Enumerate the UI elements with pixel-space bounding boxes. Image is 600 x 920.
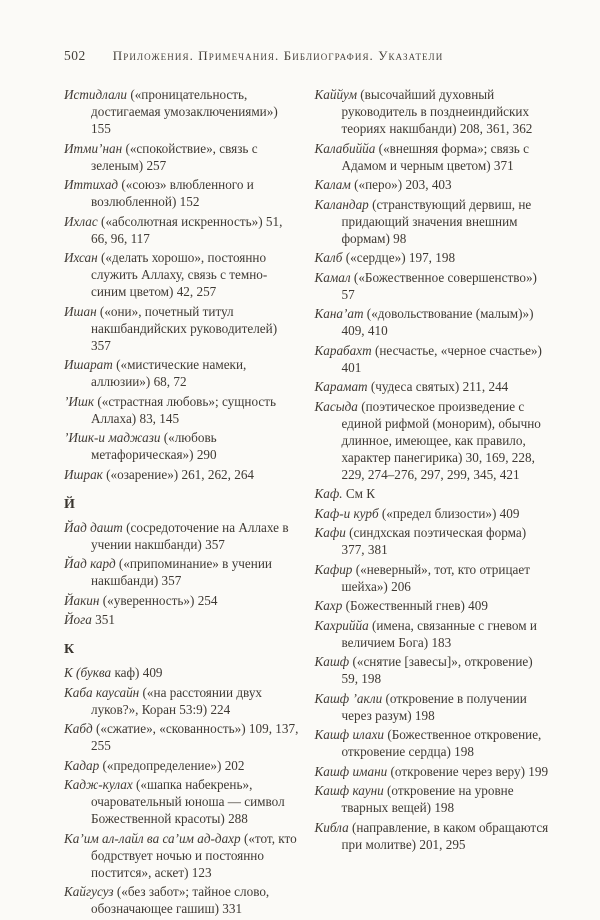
index-entry: Кашф кауни (откровение на уровне тварных вещей) 198 — [314, 783, 514, 815]
index-entry: Кашф («снятие [завесы]», откровение) 59, 198 — [314, 654, 533, 686]
index-entry: Кабд («сжатие», «скованность») 109, 137, 255 — [64, 721, 299, 753]
entry-term: Кашф — [314, 654, 350, 669]
entry-term: Касыда — [314, 398, 358, 414]
index-entry: Кахриййа (имена, связанные с гневом и величием Бога) 183 — [314, 617, 537, 650]
entry-term: Камал — [314, 269, 351, 285]
entry-term: Ишарат — [64, 357, 113, 372]
entry-term: Йакин — [64, 592, 100, 608]
entry-term: Каф-и курб — [314, 505, 379, 521]
entry-term: Йад дашт — [64, 519, 123, 535]
index-entry: К (буква каф) 409 — [64, 665, 163, 680]
index-columns — [64, 86, 550, 920]
entry-term: Истидлали — [64, 87, 128, 102]
index-entry: Касыда (поэтическое произведение с единой рифмой (монорим), обычно длинное, имеющее, как правило, характер панегирика) 30, 169, 228, 229, 274–276, 297, 299, 345, 421 — [314, 398, 541, 482]
entry-term: Ка’им ал-лайл ва са’им ад-дахр — [64, 830, 241, 846]
index-entry: Каба каусайн («на расстоянии двух луков?», Коран 53:9) 224 — [64, 684, 263, 717]
entry-term: ’Ишк-и маджази — [64, 430, 161, 445]
entry-term: Кана’ат — [314, 306, 364, 321]
page-number: 502 — [64, 48, 86, 63]
index-section-letter: Й — [64, 496, 75, 512]
entry-term: Кахр — [314, 598, 343, 613]
index-entry: Ишарат («мистические намеки, аллюзии») 68, 72 — [64, 357, 247, 389]
index-entry: Каф-и курб («предел близости») 409 — [314, 505, 520, 521]
index-entry: Йад дашт (сосредоточение на Аллахе в учении накшбанди) 357 — [64, 519, 289, 552]
entry-term: Кибла — [314, 819, 349, 835]
index-entry: Истидлали («проницательность, достигаемая умозаключениями») 155 — [64, 87, 278, 136]
index-entry: Кана’ат («довольствование (малым)») 409, 410 — [314, 306, 534, 338]
index-entry: Каландар (странствующий дервиш, не придающий значения внешним формам) 98 — [314, 196, 532, 246]
entry-term: Каййум — [314, 87, 357, 102]
index-entry: Каф. См К — [314, 486, 376, 501]
entry-term: Ихлас — [64, 213, 98, 229]
index-entry: Кафир («неверный», тот, кто отрицает шейха») 206 — [314, 561, 530, 594]
entry-term: Калабиййа — [314, 140, 376, 156]
entry-term: Кахриййа — [314, 617, 369, 633]
index-section-letter: К — [64, 642, 75, 657]
entry-term: Карамат — [314, 379, 368, 394]
index-entry: Кибла (направление, в каком обращаются при молитве) 201, 295 — [314, 819, 549, 852]
entry-term: Итми’нан — [64, 140, 123, 156]
index-entry: Йад кард («припоминание» в учении накшбанди) 357 — [64, 556, 272, 588]
index-entry: Ка’им ал-лайл ва са’им ад-дахр («тот, кто бодрствует ночью и постоянно постится», аскет) 123 — [64, 830, 297, 880]
index-entry: Йога 351 — [64, 612, 115, 627]
index-entry: Кадж-кулах («шапка набекрень», очаровательный юноша — символ Божественной красоты) 288 — [64, 777, 285, 826]
entry-term: Карабахт — [314, 342, 372, 358]
index-entry: Каййум (высочайший духовный руководитель в позднеиндийских теориях накшбанди) 208, 361, 362 — [314, 87, 533, 136]
entry-term: Иттихад — [64, 177, 119, 192]
entry-term: Ихсан — [64, 250, 98, 265]
index-entry: Кашф имани (откровение через веру) 199 — [314, 763, 549, 779]
entry-term: Ишрак — [64, 466, 103, 482]
index-entry: Калам («перо») 203, 403 — [314, 177, 452, 192]
index-entry: Камал («Божественное совершенство») 57 — [314, 269, 537, 302]
entry-term: Кафир — [314, 561, 353, 577]
index-entry: Ишрак («озарение») 261, 262, 264 — [64, 466, 255, 482]
index-entry: Ишан («они», почетный титул накшбандийских руководителей) 357 — [64, 303, 278, 353]
index-entry: Ихсан («делать хорошо», постоянно служить Аллаху, связь с темно-синим цветом) 42, 257 — [64, 250, 268, 299]
entry-term: Кадар — [64, 757, 100, 773]
index-entry: Калб («сердце») 197, 198 — [314, 250, 456, 265]
index-entry: Кашф ’акли (откровение в получении через разум) 198 — [314, 690, 527, 723]
entry-term: Кашф имани — [314, 763, 388, 779]
index-entry: Кадар («предопределение») 202 — [64, 757, 245, 773]
entry-term: Кашф ’акли — [314, 690, 383, 706]
entry-term: Кабд — [64, 721, 93, 736]
entry-term: Йад кард — [64, 556, 116, 571]
index-entry: Карабахт (несчастье, «черное счастье») 401 — [314, 342, 542, 375]
index-entry: Кахр (Божественный гнев) 409 — [314, 598, 488, 613]
entry-term: ’Ишк — [64, 393, 95, 409]
entry-term: Калам — [314, 177, 351, 192]
entry-term: Ишан — [64, 303, 97, 319]
index-entry: ’Ишк-и маджази («любовь метафорическая») 290 — [64, 430, 217, 462]
index-entry: ’Ишк («страстная любовь»; сущность Аллаха) 83, 145 — [64, 393, 277, 426]
entry-term: Калб — [314, 250, 343, 265]
entry-term: Кашф кауни — [314, 783, 384, 798]
entry-term: К (буква — [64, 665, 112, 680]
entry-term: Каба каусайн — [64, 684, 140, 700]
index-entry: Калабиййа («внешняя форма»; связь с Адамом и черным цветом) 371 — [314, 140, 529, 173]
index-entry: Иттихад («союз» влюбленного и возлюбленной) 152 — [64, 177, 254, 209]
index-entry: Ихлас («абсолютная искренность») 51, 66, 96, 117 — [64, 213, 283, 246]
entry-term: Йога — [64, 612, 92, 627]
entry-term: Каландар — [314, 196, 369, 212]
entry-term: Кайгусуз — [64, 884, 114, 899]
index-entry: Кафи (синдхская поэтическая форма) 377, 381 — [314, 525, 527, 557]
entry-term: Кадж-кулах — [64, 777, 133, 792]
entry-term: Кашф илахи — [314, 727, 385, 742]
index-column-right — [315, 86, 551, 920]
entry-term: Каф. — [314, 486, 343, 501]
index-entry: Йакин («уверенность») 254 — [64, 592, 218, 608]
index-entry: Кайгусуз («без забот»; тайное слово, обозначающее гашиш) 331 — [64, 884, 270, 916]
running-head-title: Приложения. Примечания. Библиография. Указатели — [112, 48, 444, 63]
entry-term: Кафи — [314, 525, 346, 540]
page-header — [64, 48, 550, 64]
index-entry: Кашф илахи (Божественное откровение, откровение сердца) 198 — [314, 727, 542, 759]
index-column-left — [64, 86, 300, 920]
index-entry: Карамат (чудеса святых) 211, 244 — [314, 379, 509, 394]
index-entry: Итми’нан («спокойствие», связь с зеленым) 257 — [64, 140, 258, 173]
